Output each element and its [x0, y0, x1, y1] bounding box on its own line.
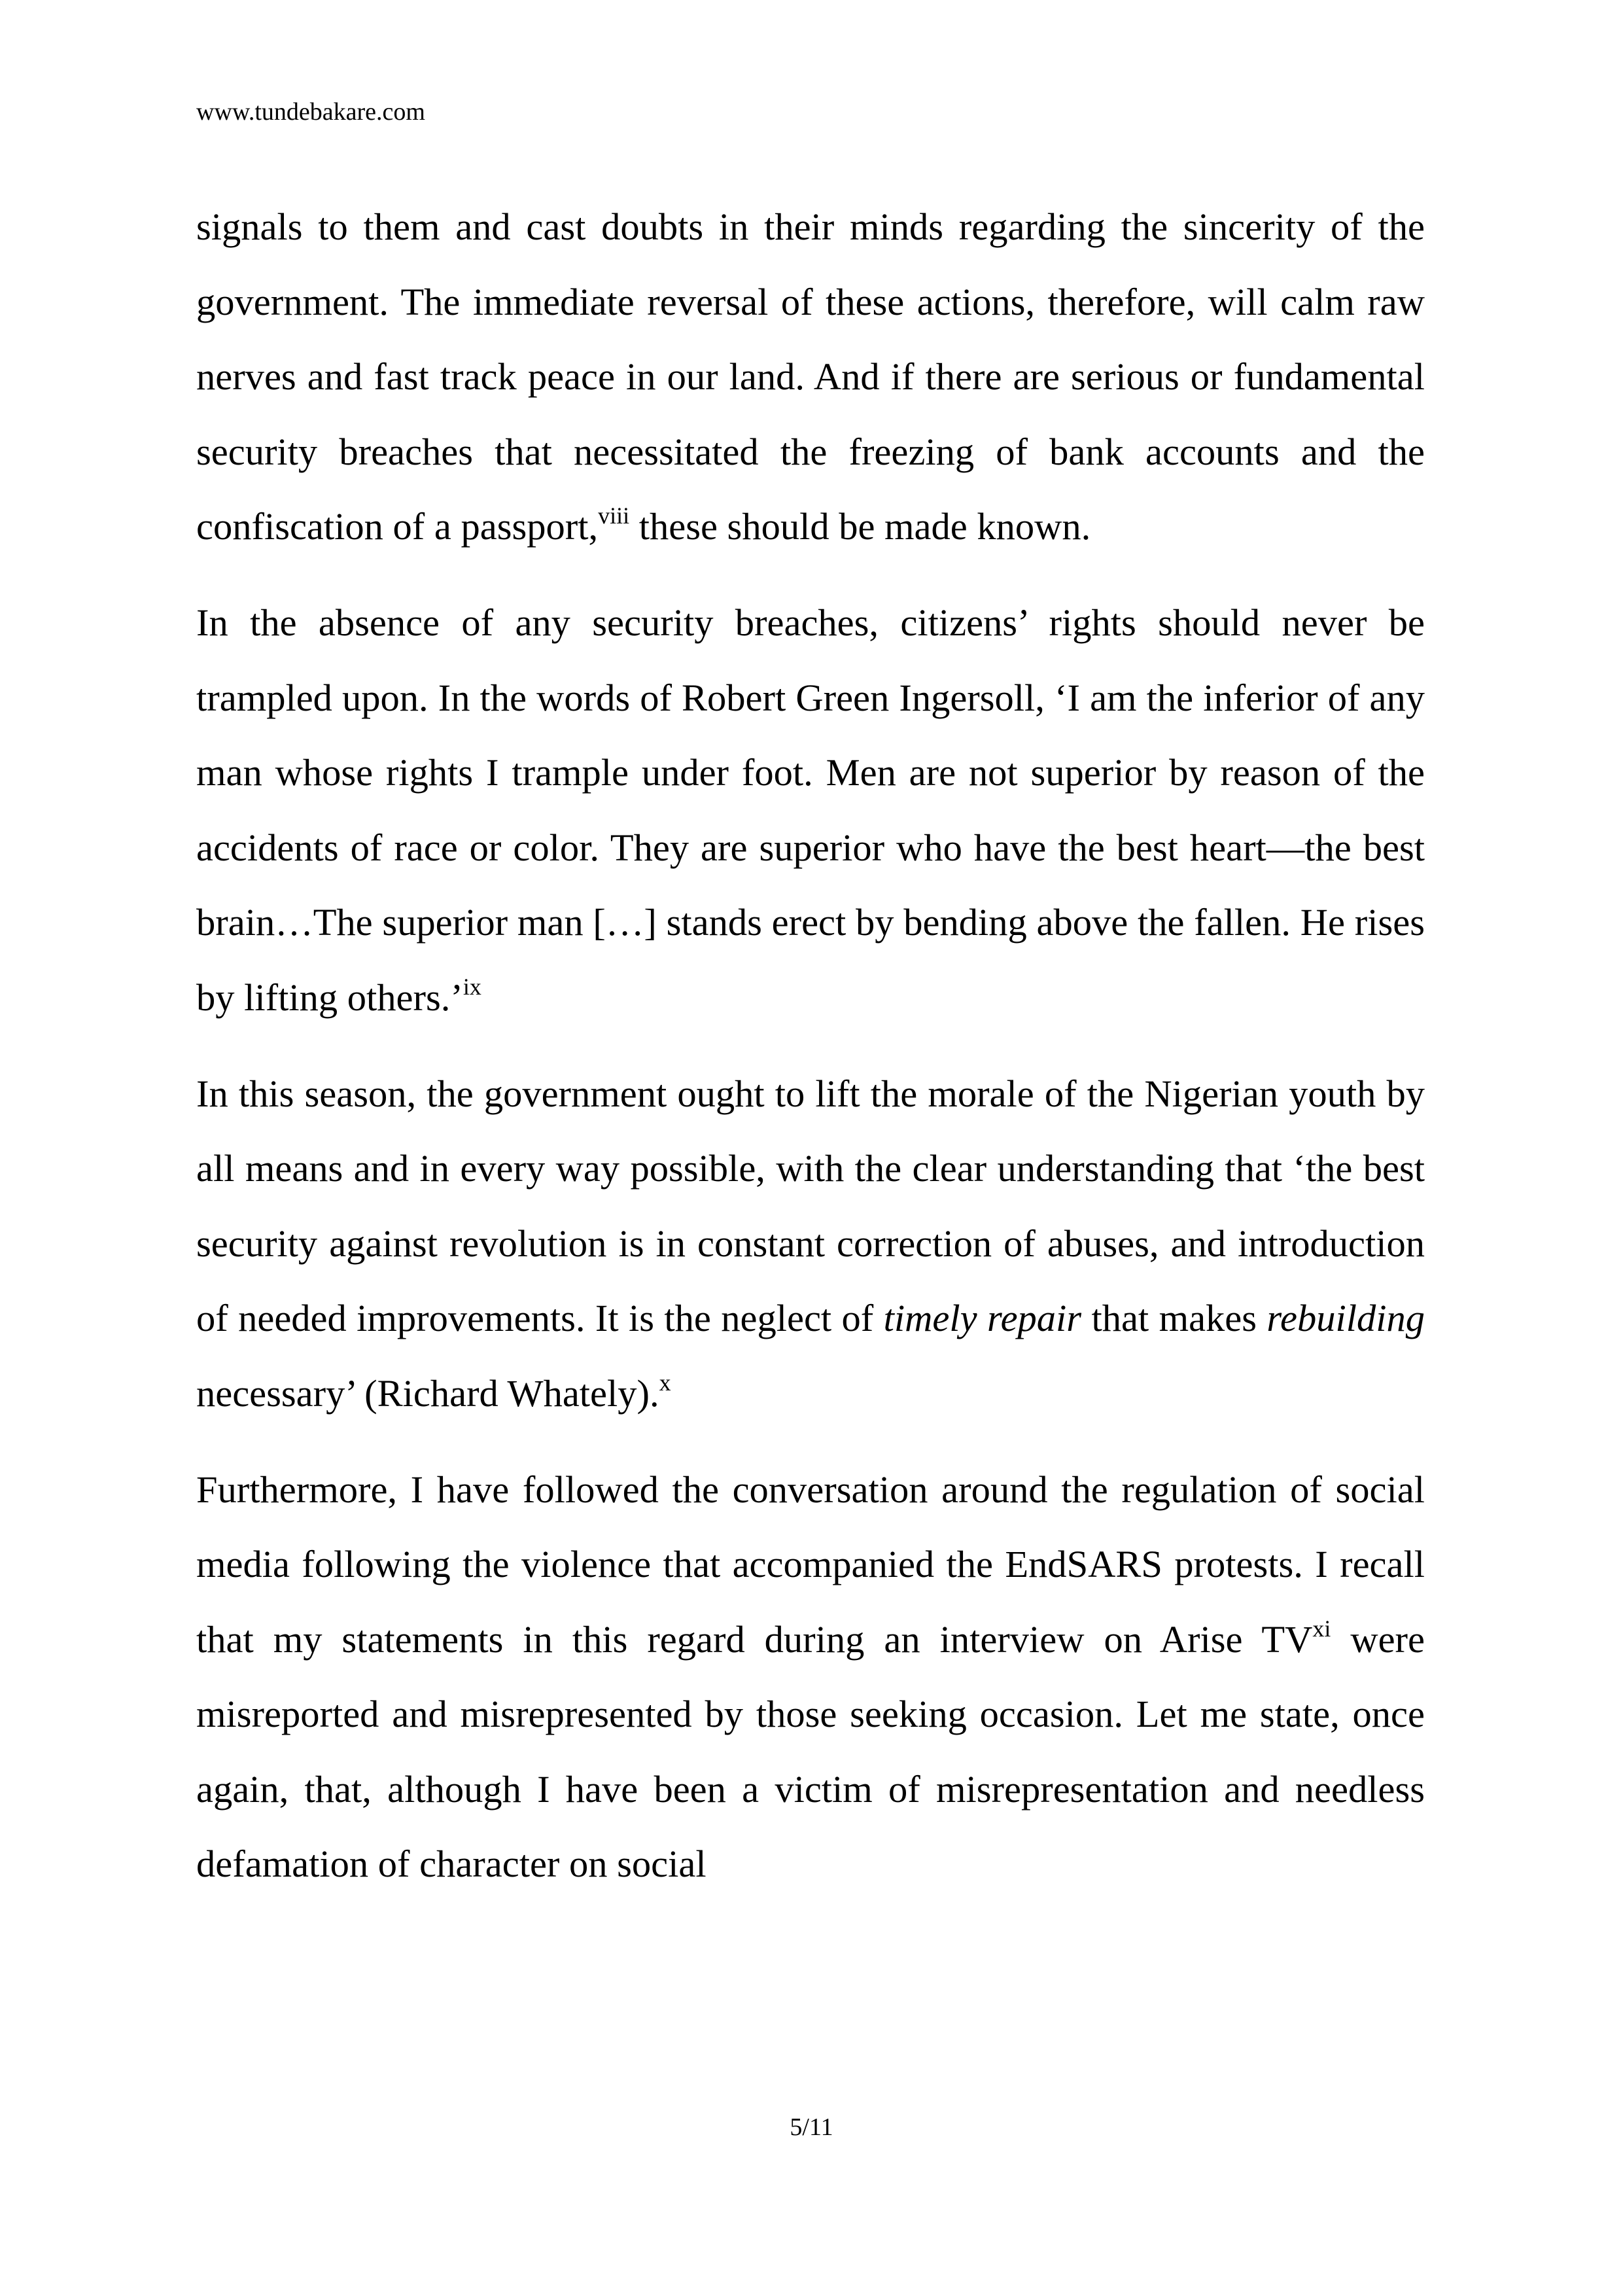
paragraph-4: [196, 1453, 1425, 1903]
page-number: 5/11: [790, 2113, 833, 2141]
paragraph-4-text-a: Furthermore, I have followed the conversation around the regulation of social media following the violence that accompanied the EndSARS protests. I recall that my statements in this regard during an interview on Arise TV: [196, 1468, 1425, 1661]
footnote-ref-viii: viii: [598, 503, 630, 529]
page-footer: [0, 2112, 1623, 2142]
paragraph-3-text-b: that makes: [1081, 1297, 1267, 1340]
paragraph-2: [196, 586, 1425, 1036]
footnote-ref-xi: xi: [1312, 1615, 1331, 1642]
website-url: www.tundebakare.com: [196, 98, 425, 126]
italic-timely-repair: timely repair: [883, 1297, 1082, 1340]
paragraph-3-text-c: necessary’ (Richard Whately).: [196, 1371, 659, 1415]
paragraph-3-text-a: In this season, the government ought to lift the morale of the Nigerian youth by all means and in every way possible, with the clear understanding that ‘the best security against revolution is in constant correction of abuses, and introduction of needed improvements. It is the neglect of: [196, 1072, 1425, 1340]
footnote-ref-ix: ix: [462, 973, 481, 1000]
paragraph-2-text: In the absence of any security breaches, citizens’ rights should never be trampled upon. In the words of Robert Green Ingersoll, ‘I am the inferior of any man whose rights I trample under foot. Men are not superior by reason of the accidents of race or color. They are superior who have the best heart—the best brain…The superior man […] stands erect by bending above the fallen. He rises by lifting others.’: [196, 601, 1425, 1019]
paragraph-3: [196, 1057, 1425, 1432]
paragraph-1-text-b: these should be made known.: [629, 505, 1091, 548]
footnote-ref-x: x: [659, 1369, 671, 1396]
italic-rebuilding: rebuilding: [1266, 1297, 1425, 1340]
page-header-website: [196, 97, 425, 127]
paragraph-1-text-a: signals to them and cast doubts in their minds regarding the sincerity of the government. The immediate reversal of these actions, therefore, will calm raw nerves and fast track peace in our land. And if there are serious or fundamental security breaches that necessitated the freezing of bank accounts and the confiscation of a passport,: [196, 205, 1425, 548]
paragraph-1: [196, 190, 1425, 565]
paragraph-4-text-b: were misreported and misrepresented by those seeking occasion. Let me state, once again, that, although I have been a victim of misrepresentation and needless defamation of character on social: [196, 1617, 1425, 1886]
document-body: [196, 190, 1425, 1902]
